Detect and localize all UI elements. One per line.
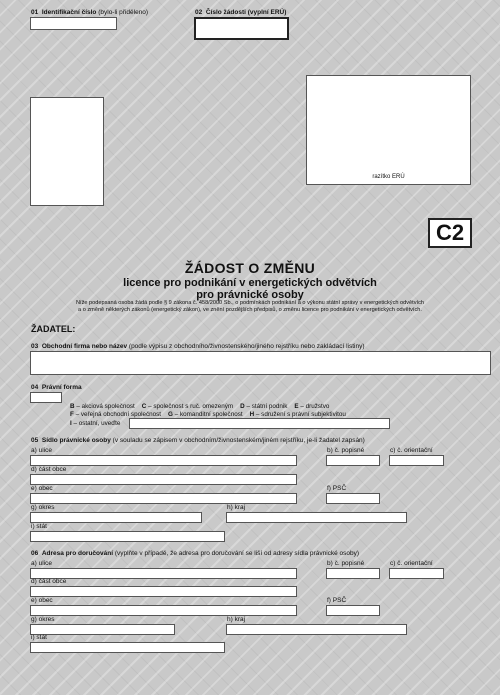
application-number-field[interactable]: [194, 17, 289, 40]
s06-postcode-field[interactable]: [326, 605, 380, 616]
applicant-heading: ŽADATEL:: [31, 324, 76, 334]
form-subtitle-1: licence pro podnikání v energetických odvětvích: [123, 277, 377, 289]
legal-form-field[interactable]: [30, 392, 62, 403]
s05-district-part-label: d) část obce: [31, 466, 67, 473]
s05-region-label: h) kraj: [227, 504, 246, 511]
s05-district-part-field[interactable]: [30, 474, 297, 485]
s06-street-label: a) ulice: [31, 560, 52, 567]
s05-orientation-number-label: c) č. orientační: [390, 447, 433, 454]
s05-county-field[interactable]: [30, 512, 202, 523]
legal-form-options-row-3: I – ostatní, uveďte: [70, 420, 121, 427]
legal-form-options-row-1: B – akciová společnost C – společnost s ruč. omezeným D – státní podnik E – družstvo: [70, 403, 330, 410]
s05-municipality-field[interactable]: [30, 493, 297, 504]
s06-district-part-label: d) část obce: [31, 578, 67, 585]
s05-house-number-label: b) č. popisné: [327, 447, 365, 454]
s05-country-label: i) stát: [31, 523, 47, 530]
s06-country-label: i) stát: [31, 634, 47, 641]
section-03-heading: 03 Obchodní firma nebo název (podle výpisu z obchodního/živnostenského/jiného rejstříku nebo zakládací listiny): [31, 343, 365, 350]
intro-line-1: Níže podepsaná osoba žádá podle § 9 zákona č. 458/2000 Sb., o podmínkách podnikání a o výkonu státní správy v energetických odvětvích: [76, 300, 424, 306]
form-title: ŽÁDOST O ZMĚNU: [184, 260, 316, 276]
s06-county-label: g) okres: [31, 616, 55, 623]
s06-country-field[interactable]: [30, 642, 225, 653]
s05-postcode-field[interactable]: [326, 493, 380, 504]
id-number-field[interactable]: [30, 17, 117, 30]
s05-country-field[interactable]: [30, 531, 225, 542]
photo-box: [30, 97, 104, 206]
s06-house-number-field[interactable]: [326, 568, 380, 579]
s06-county-field[interactable]: [30, 624, 175, 635]
s05-postcode-label: f) PSČ: [327, 485, 347, 492]
section-05-heading: 05 Sídlo právnické osoby (v souladu se zápisem v obchodním/živnostenském/jiném rejstříku, je-li žadatel zapsán): [31, 437, 365, 444]
s05-street-label: a) ulice: [31, 447, 52, 454]
s06-house-number-label: b) č. popisné: [327, 560, 365, 567]
s06-municipality-field[interactable]: [30, 605, 297, 616]
form-code: C2: [428, 218, 472, 248]
application-number-label: 02 Číslo žádosti (vyplní ERÚ): [195, 9, 287, 16]
s05-orientation-number-field[interactable]: [389, 455, 444, 466]
company-name-field[interactable]: [30, 351, 491, 375]
section-06-heading: 06 Adresa pro doručování (vyplňte v případě, že adresa pro doručování se liší od adresy sídla právnické osoby): [31, 550, 360, 557]
s05-county-label: g) okres: [31, 504, 55, 511]
s05-region-field[interactable]: [226, 512, 407, 523]
s06-postcode-label: f) PSČ: [327, 597, 347, 604]
s05-street-field[interactable]: [30, 455, 297, 466]
s05-municipality-label: e) obec: [31, 485, 53, 492]
s06-orientation-number-label: c) č. orientační: [390, 560, 433, 567]
s06-district-part-field[interactable]: [30, 586, 297, 597]
s06-municipality-label: e) obec: [31, 597, 53, 604]
section-04-heading: 04 Právní forma: [31, 384, 82, 391]
s05-house-number-field[interactable]: [326, 455, 380, 466]
stamp-label: razítko ERÚ: [372, 174, 405, 180]
legal-form-other-field[interactable]: [129, 418, 390, 429]
id-number-label: 01 Identifikační číslo (bylo-li přiděleno): [31, 9, 149, 16]
s06-region-label: h) kraj: [227, 616, 246, 623]
s06-region-field[interactable]: [226, 624, 407, 635]
s06-orientation-number-field[interactable]: [389, 568, 444, 579]
stamp-box: [306, 75, 471, 185]
intro-line-2: a o změně některých zákonů (energetický zákon), ve znění pozdějších předpisů, o změnu licence pro podnikání v energetických odvětvích.: [78, 307, 422, 313]
s06-street-field[interactable]: [30, 568, 297, 579]
legal-form-options-row-2: F – veřejná obchodní společnost G – komanditní společnost H – sdružení s právní subjektivitou: [70, 411, 346, 418]
form-subtitle-2: pro právnické osoby: [196, 289, 304, 301]
